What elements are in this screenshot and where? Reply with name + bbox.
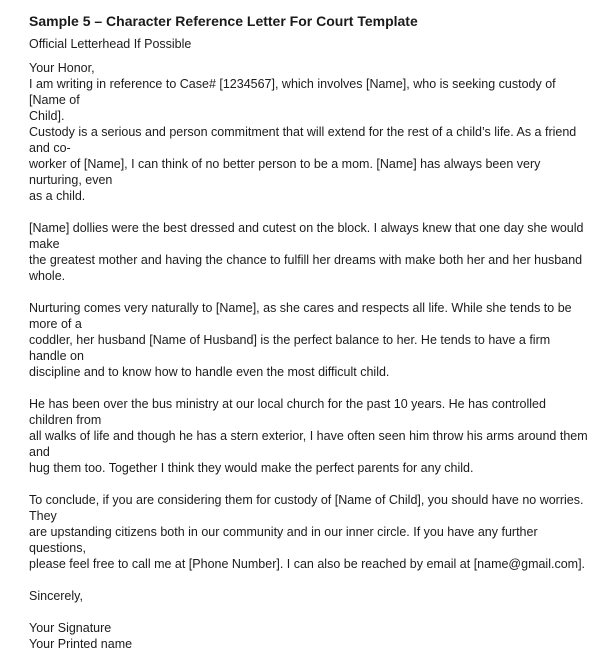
paragraph-gap xyxy=(29,284,590,300)
paragraph-gap xyxy=(29,380,590,396)
signature: Your Signature xyxy=(29,621,112,635)
printed-name: Your Printed name xyxy=(29,637,133,651)
text-line: [Name] dollies were the best dressed and cutest on the block. I always knew that one day she would make xyxy=(29,221,584,251)
text-line: I am writing in reference to Case# [1234567], which involves [Name], who is seeking custody of [Name of xyxy=(29,77,556,107)
text-line: as a child. xyxy=(29,189,86,203)
paragraph-4 xyxy=(29,396,590,476)
text-line: He has been over the bus ministry at our local church for the past 10 years. He has controlled children from xyxy=(29,397,546,427)
text-line: discipline and to know how to handle even the most difficult child. xyxy=(29,365,390,379)
text-line: To conclude, if you are considering them for custody of [Name of Child], you should have no worries. They xyxy=(29,493,584,523)
paragraph-3 xyxy=(29,300,590,380)
letterhead-note: Official Letterhead If Possible xyxy=(29,37,192,51)
salutation: Your Honor, xyxy=(29,61,95,75)
text-line: all walks of life and though he has a stern exterior, I have often seen him throw his arms around them and xyxy=(29,429,588,459)
paragraph-gap xyxy=(29,604,590,620)
paragraph-gap xyxy=(29,572,590,588)
paragraph-gap xyxy=(29,204,590,220)
document-title: Sample 5 – Character Reference Letter For Court Template xyxy=(29,13,418,29)
paragraph-2 xyxy=(29,220,590,284)
paragraph-gap xyxy=(29,476,590,492)
text-line: are upstanding citizens both in our community and in our inner circle. If you have any further questions, xyxy=(29,525,538,555)
closing: Sincerely, xyxy=(29,589,83,603)
text-line: Child]. xyxy=(29,109,65,123)
text-line: worker of [Name], I can think of no better person to be a mom. [Name] has always been very nurturing, even xyxy=(29,157,541,187)
text-line: Custody is a serious and person commitment that will extend for the rest of a child’s life. As a friend and co- xyxy=(29,125,577,155)
text-line: the greatest mother and having the chance to fulfill her dreams with make both her and her husband whole. xyxy=(29,253,583,283)
text-line: please feel free to call me at [Phone Number]. I can also be reached by email at [name@gmail.com]. xyxy=(29,557,586,571)
paragraph-5 xyxy=(29,492,590,572)
text-line: coddler, her husband [Name of Husband] is the perfect balance to her. He tends to have a firm handle on xyxy=(29,333,551,363)
text-line: hug them too. Together I think they would make the perfect parents for any child. xyxy=(29,461,474,475)
text-line: Nurturing comes very naturally to [Name], as she cares and respects all life. While she tends to be more of a xyxy=(29,301,572,331)
intro-paragraph xyxy=(29,76,590,204)
